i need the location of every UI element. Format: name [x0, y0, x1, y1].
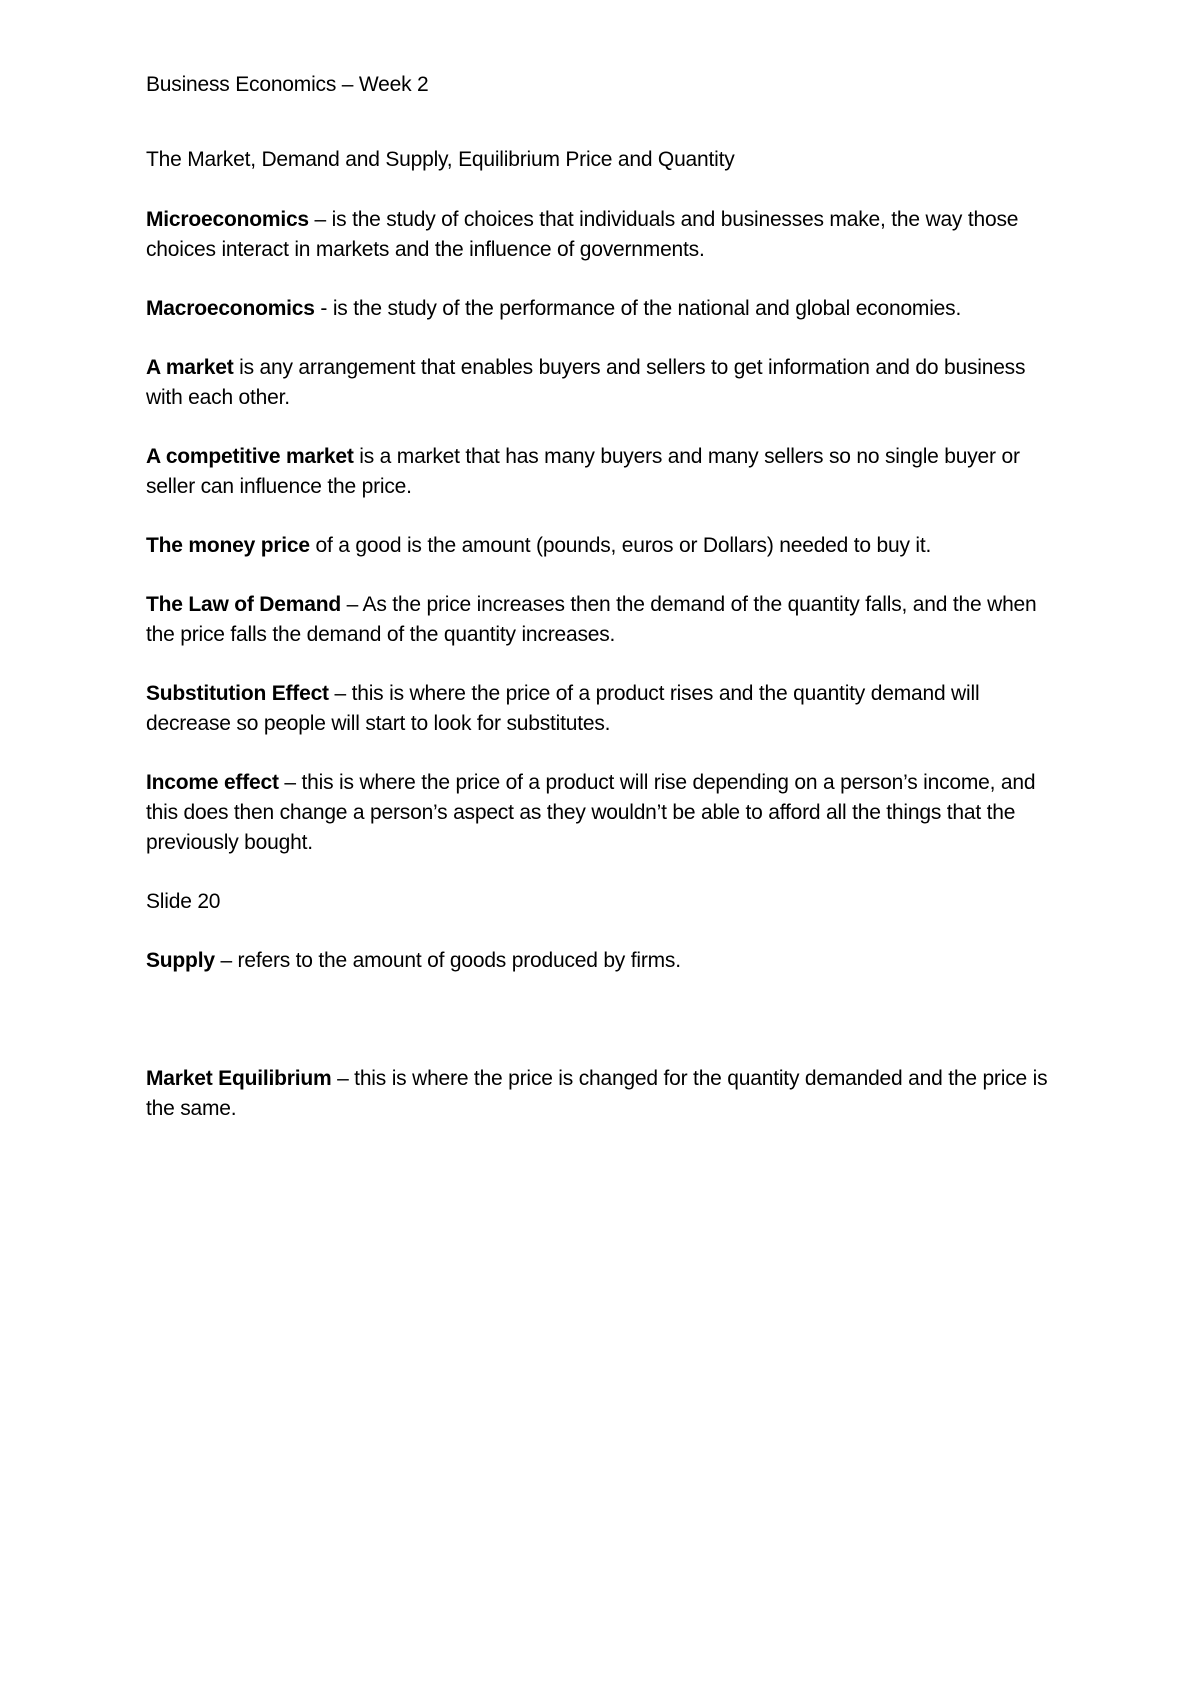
definition-supply [146, 946, 1066, 976]
definition-term: Substitution Effect [146, 682, 329, 705]
definition-text: – As the price increases then the demand of the quantity falls, and the when the price falls the demand of the quantity increases. [146, 593, 1037, 646]
definition-text: – this is where the price of a product rises and the quantity demand will decrease so people will start to look for substitutes. [146, 682, 980, 735]
definition-text: - is the study of the performance of the national and global economies. [314, 297, 962, 320]
definition-text: is a market that has many buyers and many sellers so no single buyer or seller can influence the price. [146, 445, 1020, 498]
document-header: Business Economics – Week 2 [146, 73, 429, 96]
definition-term: Macroeconomics [146, 297, 315, 320]
definition-law-of-demand [146, 590, 1066, 650]
definition-term: A competitive market [146, 445, 354, 468]
definition-text: is any arrangement that enables buyers and sellers to get information and do business with each other. [146, 356, 1026, 409]
definition-text: of a good is the amount (pounds, euros or Dollars) needed to buy it. [309, 534, 932, 557]
definition-competitive-market [146, 442, 1066, 502]
definition-text: – is the study of choices that individuals and businesses make, the way those choices interact in markets and the influence of governments. [146, 208, 1019, 261]
definition-text: – refers to the amount of goods produced by firms. [214, 949, 681, 972]
definition-income-effect [146, 768, 1066, 858]
definition-microeconomics [146, 205, 1066, 265]
definition-money-price [146, 531, 1066, 561]
definition-market [146, 353, 1066, 413]
document-body [146, 70, 1066, 1153]
definition-macroeconomics [146, 294, 1066, 324]
definition-term: Supply [146, 949, 215, 972]
slide-note: Slide 20 [146, 890, 221, 913]
definition-substitution-effect [146, 679, 1066, 739]
document-subtitle: The Market, Demand and Supply, Equilibrium Price and Quantity [146, 148, 735, 171]
definition-text: – this is where the price is changed for the quantity demanded and the price is the same. [146, 1067, 1048, 1120]
definition-term: The Law of Demand [146, 593, 341, 616]
definition-term: Microeconomics [146, 208, 309, 231]
definition-term: Market Equilibrium [146, 1067, 332, 1090]
definition-term: The money price [146, 534, 310, 557]
definition-term: A market [146, 356, 234, 379]
definition-market-equilibrium [146, 1064, 1066, 1124]
definition-term: Income effect [146, 771, 279, 794]
definition-text: – this is where the price of a product will rise depending on a person’s income, and this does then change a person’s aspect as they wouldn’t be able to afford all the things that the previously bought. [146, 771, 1036, 854]
